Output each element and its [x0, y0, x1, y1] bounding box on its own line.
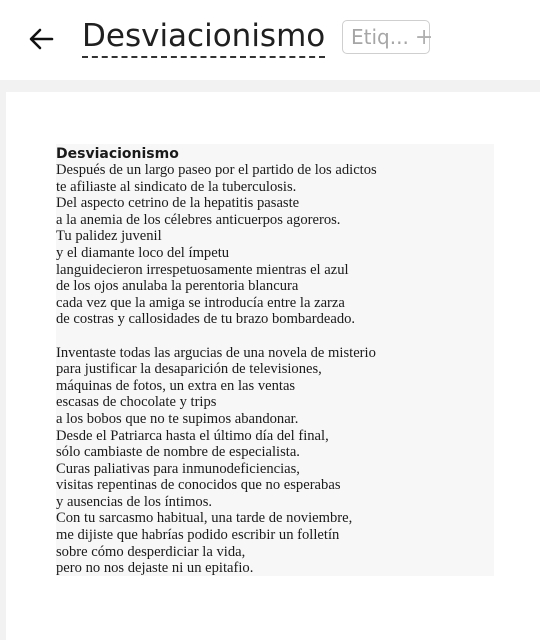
poem-line: máquinas de fotos, un extra en las ventas	[56, 377, 296, 394]
top-bar	[0, 0, 540, 80]
poem-line: de costras y callosidades de tu brazo bombardeado.	[56, 311, 356, 328]
add-tag-button[interactable]	[342, 20, 434, 54]
poem-line: Con tu sarcasmo habitual, una tarde de noviembre,	[56, 510, 353, 527]
stanza-gap	[56, 328, 494, 345]
tag-placeholder: Etiq...	[351, 25, 409, 49]
poem-line: cada vez que la amiga se introducía entre la zarza	[56, 294, 345, 311]
poem-line: pero no nos dejaste ni un epitafio.	[56, 560, 254, 577]
poem-line: languidecieron irrespetuosamente mientras el azul	[56, 261, 349, 278]
plus-icon: +	[414, 24, 434, 50]
poem-line: a los bobos que no te supimos abandonar.	[56, 410, 299, 427]
poem-line: Después de un largo paseo por el partido de los adictos	[56, 162, 377, 178]
document-body	[56, 144, 494, 576]
poem-line: escasas de chocolate y trips	[56, 394, 217, 411]
poem-line: sobre cómo desperdiciar la vida,	[56, 543, 246, 560]
poem-line: te afiliaste al sindicato de la tuberculosis.	[56, 178, 297, 195]
poem-line: para justificar la desaparición de televisiones,	[56, 361, 322, 378]
poem-line: de los ojos anulaba la perentoria blancura	[56, 278, 299, 295]
poem-line: y ausencias de los íntimos.	[56, 493, 213, 510]
note-title[interactable]: Desviacionismo	[82, 16, 325, 58]
poem-line: Tu palidez juvenil	[56, 228, 162, 245]
poem-line: visitas repentinas de conocidos que no esperabas	[56, 477, 341, 494]
poem-line: sólo cambiaste de nombre de especialista.	[56, 444, 300, 461]
poem-line: a la anemia de los célebres anticuerpos agoreros.	[56, 211, 341, 228]
arrow-left-icon	[28, 26, 54, 52]
poem-line: Inventaste todas las argucias de una novela de misterio	[56, 344, 376, 361]
document-page	[6, 92, 540, 640]
poem-line: Curas paliativas para inmunodeficiencias,	[56, 460, 300, 477]
document-title: Desviacionismo	[56, 146, 179, 162]
back-button[interactable]	[24, 22, 58, 56]
poem-line: me dijiste que habrías podido escribir un folletín	[56, 527, 340, 544]
poem-line: y el diamante loco del ímpetu	[56, 244, 230, 261]
poem-line: Del aspecto cetrino de la hepatitis pasaste	[56, 195, 300, 212]
poem-line: Desde el Patriarca hasta el último día del final,	[56, 427, 329, 444]
